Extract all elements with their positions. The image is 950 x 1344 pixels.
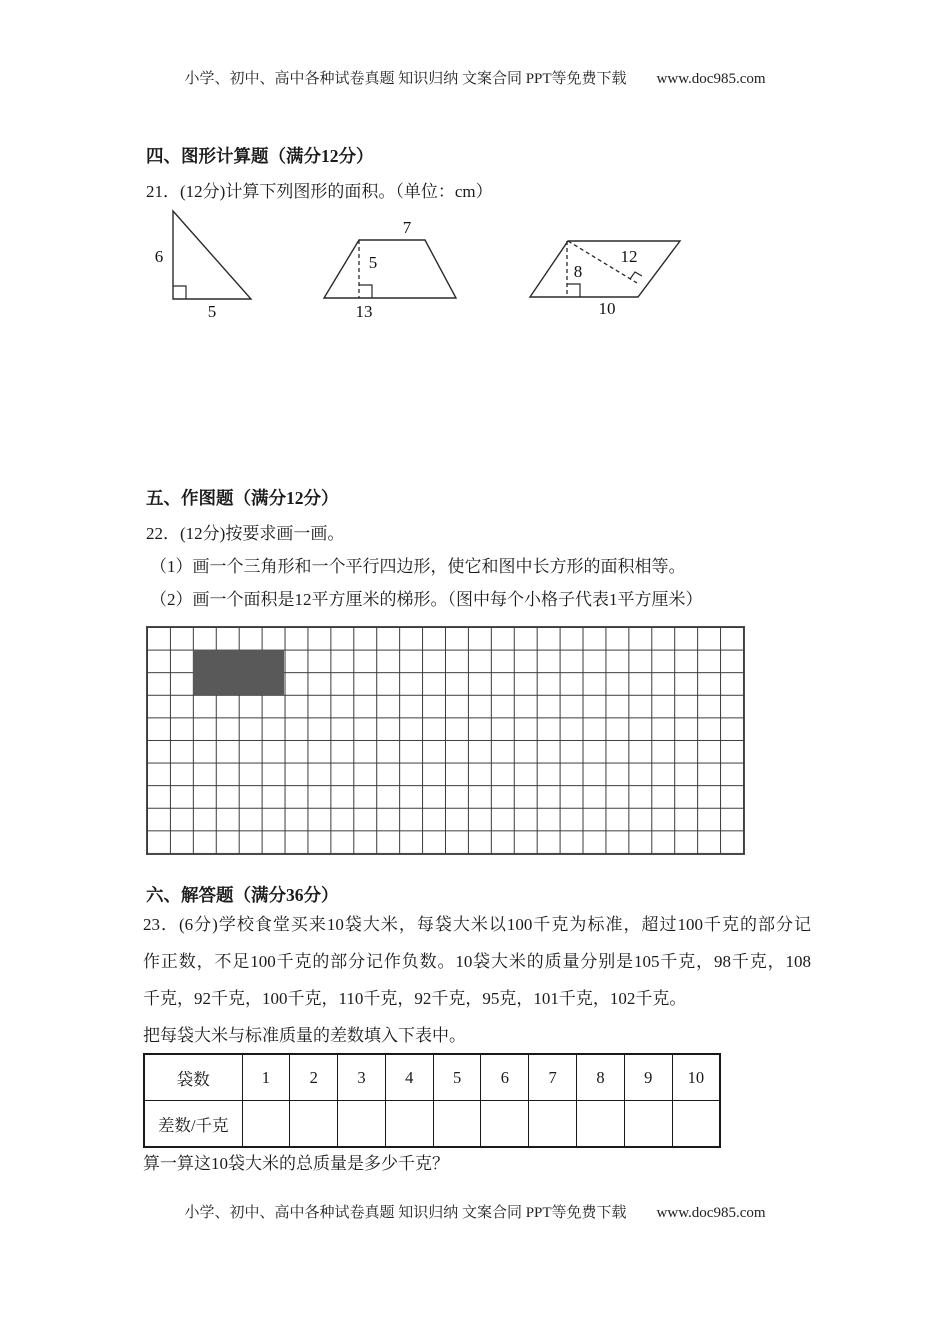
right-angle-marker [630,272,642,279]
rice-difference-table [143,1053,721,1148]
page-footer-text: 小学、初中、高中各种试卷真题 知识归纳 文案合同 PPT等免费下载 www.doc985.com [184,1205,766,1221]
table-header-cell: 6 [481,1054,529,1101]
right-angle-marker [359,285,372,298]
table-header-cell: 3 [338,1054,386,1101]
table-header-cell: 5 [433,1054,481,1101]
table-header-row [144,1054,720,1101]
question-21-figures [140,203,710,325]
shaded-rectangle [193,650,285,695]
question-21-text: 21．(12分)计算下列图形的面积。（单位：cm） [146,182,493,201]
table-header-cell: 1 [242,1054,290,1101]
table-header-cell: 7 [529,1054,577,1101]
section-5-heading: 五、作图题（满分12分） [146,488,339,508]
triangle-base-label: 5 [207,302,217,321]
trapezoid-base-label: 13 [355,302,373,321]
parallelogram-base-label: 10 [598,299,616,318]
question-23-line-2: 作正数，不足100千克的部分记作负数。10袋大米的质量分别是105千克，98千克，108 [143,952,811,971]
trapezoid-top-label: 7 [402,218,412,237]
question-22-sub1: （1）画一个三角形和一个平行四边形，使它和图中长方形的面积相等。 [150,557,686,576]
question-23-line-3: 千克，92千克，100千克，110千克，92千克，95克，101千克，102千克。 [143,989,687,1008]
table-cell-empty [242,1101,290,1148]
parallelogram-diagonal-label: 12 [620,247,638,266]
table-cell-empty [672,1101,720,1148]
trapezoid-height-label: 5 [368,253,378,272]
table-header-cell: 2 [290,1054,338,1101]
table-header-cell: 袋数 [144,1054,242,1101]
table-cell-empty [577,1101,625,1148]
figure-parallelogram [530,241,680,318]
drawing-grid [146,626,745,855]
table-cell-empty [385,1101,433,1148]
table-cell-empty [481,1101,529,1148]
table-header-cell: 9 [624,1054,672,1101]
figure-triangle [155,211,251,321]
triangle-height-label: 6 [154,247,164,266]
parallelogram-height-label: 8 [573,262,583,281]
figure-trapezoid [324,218,456,321]
table-cell-empty [433,1101,481,1148]
question-22-sub2: （2）画一个面积是12平方厘米的梯形。（图中每个小格子代表1平方厘米） [150,590,703,609]
table-cell-empty [338,1101,386,1148]
question-23-final-text: 算一算这10袋大米的总质量是多少千克？ [143,1154,449,1173]
table-header-cell: 8 [577,1054,625,1101]
table-cell-empty [529,1101,577,1148]
page-header-text: 小学、初中、高中各种试卷真题 知识归纳 文案合同 PPT等免费下载 www.doc985.com [184,71,766,87]
question-23-line-4: 把每袋大米与标准质量的差数填入下表中。 [143,1026,466,1045]
table-cell-empty [624,1101,672,1148]
question-23-line-1: 23．(6分)学校食堂买来10袋大米，每袋大米以100千克为标准，超过100千克的部分记 [143,915,811,934]
section-4-heading: 四、图形计算题（满分12分） [146,146,374,166]
table-cell-empty [290,1101,338,1148]
question-22-text: 22．(12分)按要求画一画。 [146,524,345,543]
right-angle-marker [567,284,580,297]
table-header-cell: 4 [385,1054,433,1101]
table-answer-row [144,1101,720,1148]
table-header-cell: 10 [672,1054,720,1101]
section-6-heading: 六、解答题（满分36分） [146,885,339,905]
table-row-label: 差数/千克 [144,1101,242,1148]
right-angle-marker [173,286,186,299]
